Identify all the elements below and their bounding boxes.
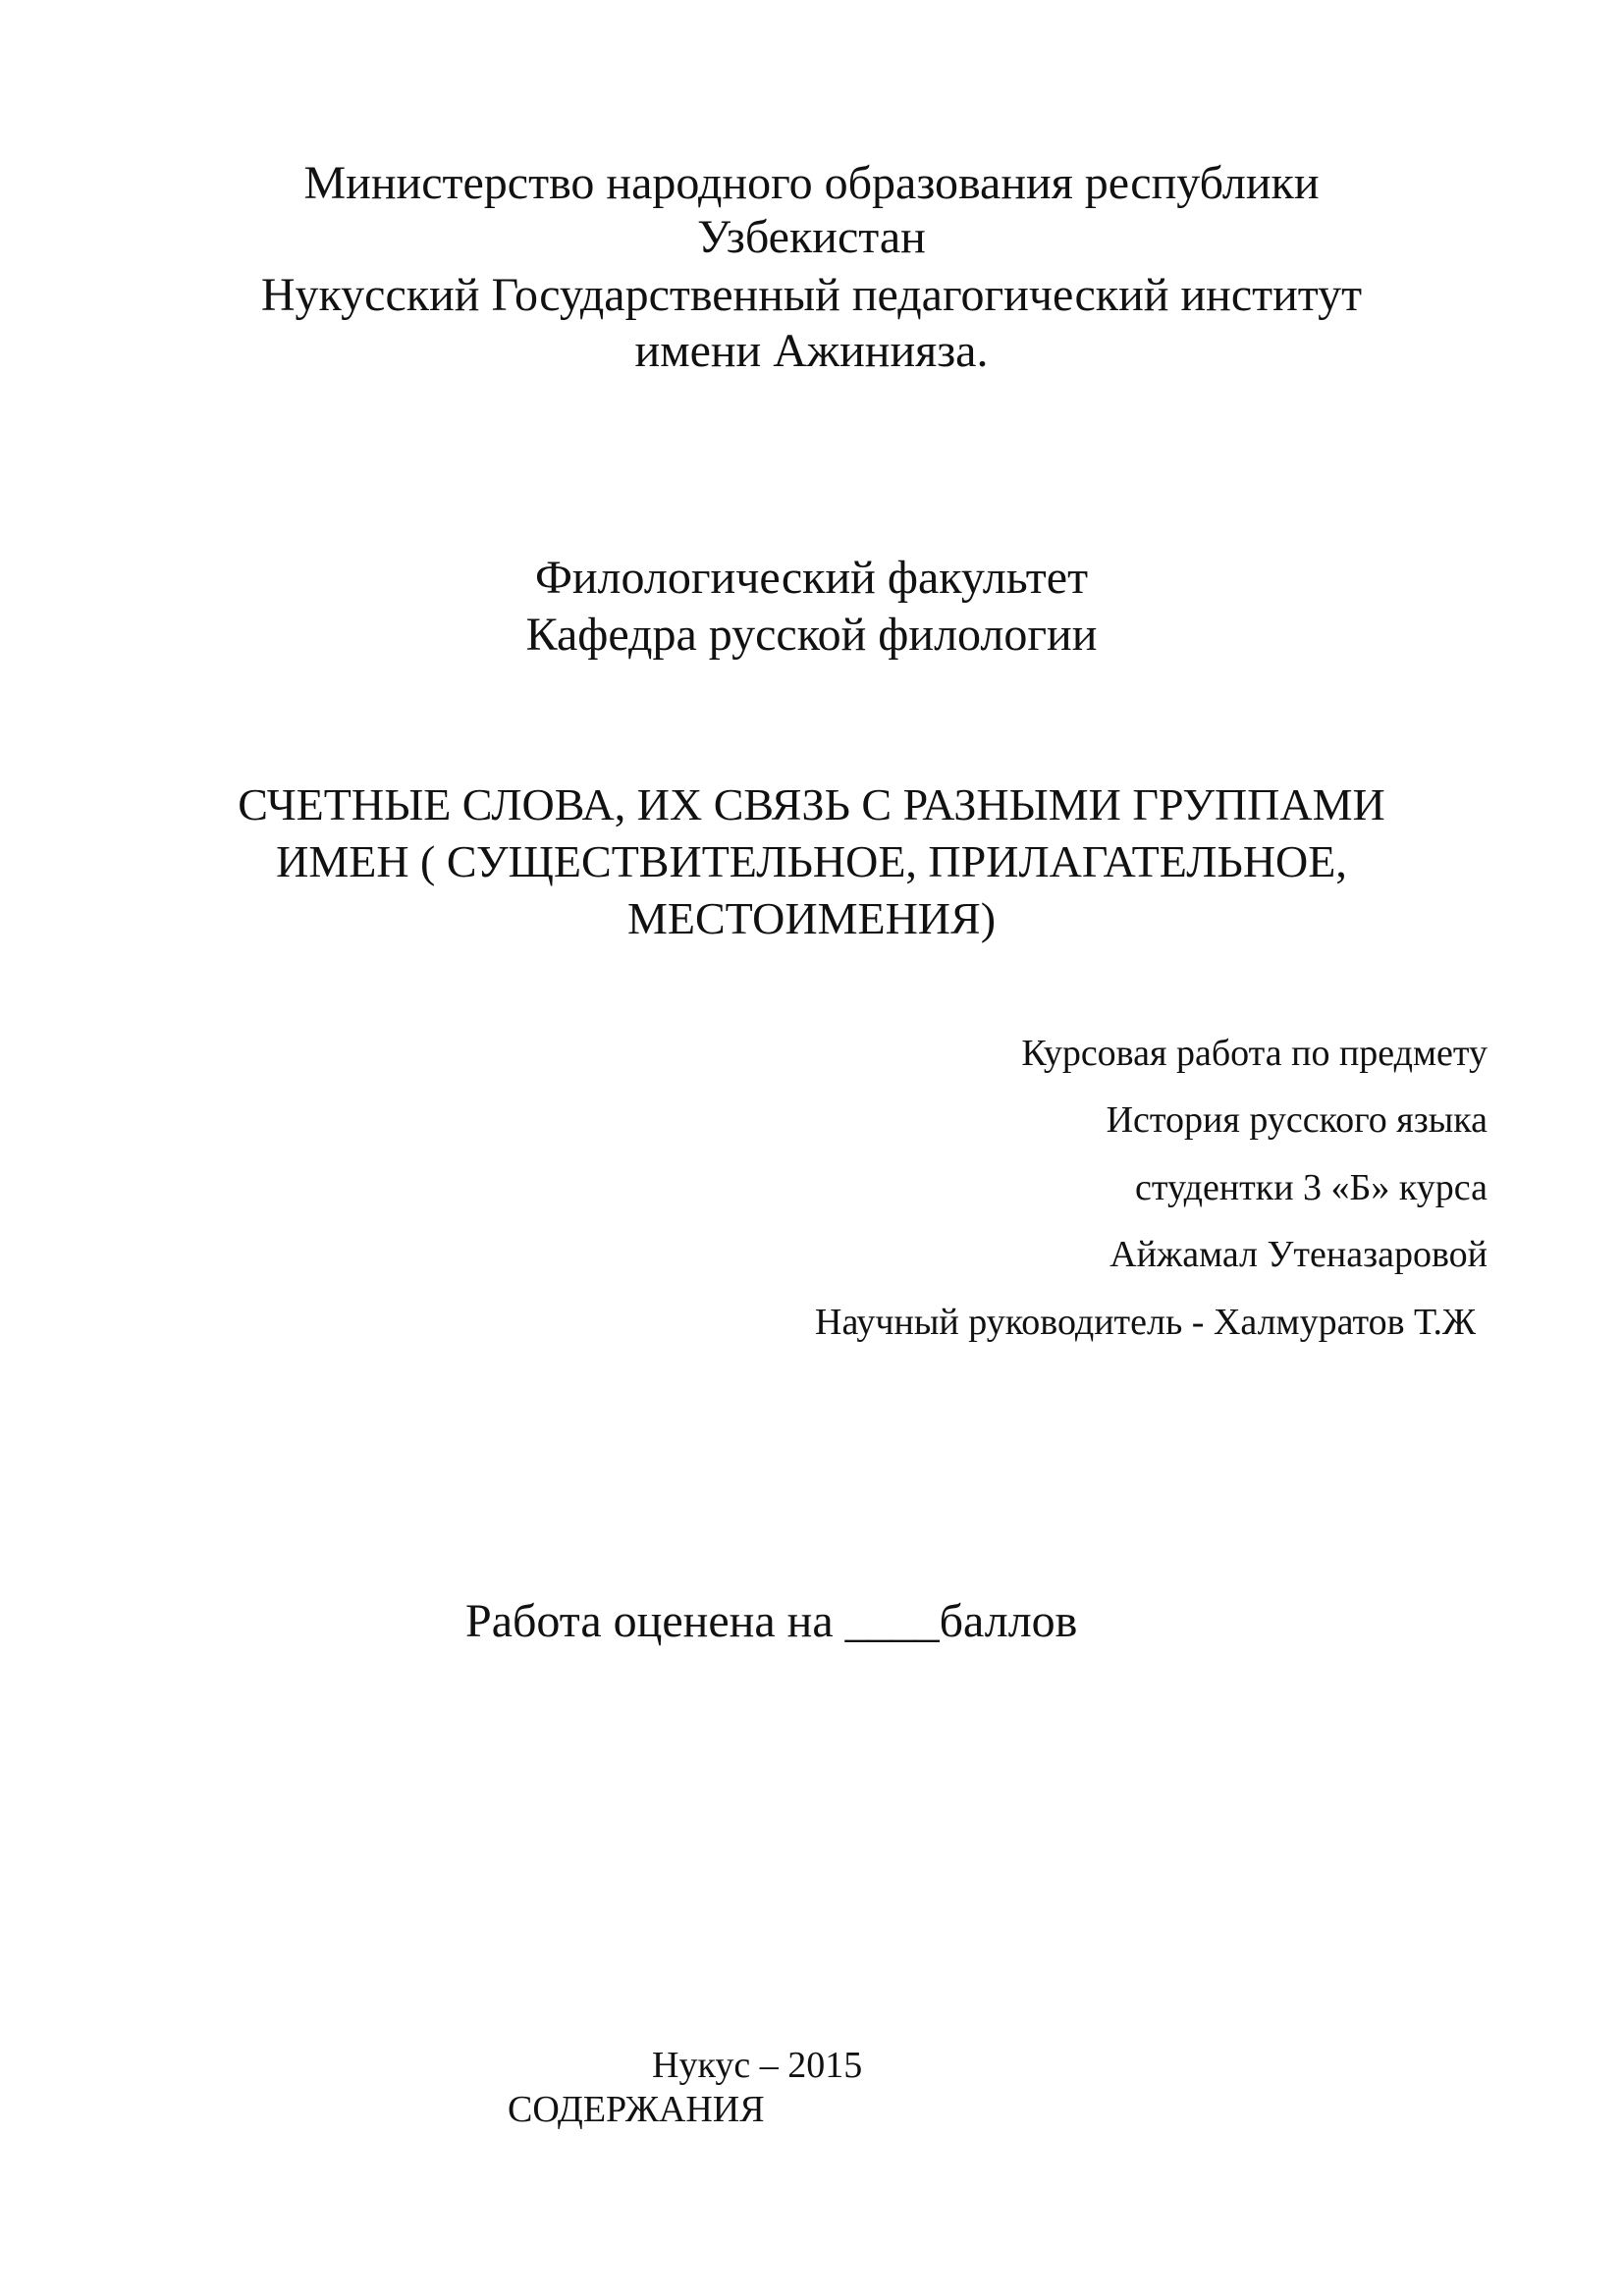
country-line: Узбекистан bbox=[697, 211, 926, 263]
document-title-line-3: МЕСТОИМЕНИЯ) bbox=[626, 893, 997, 943]
document-title-line-1: СЧЕТНЫЕ СЛОВА, ИХ СВЯЗЬ С РАЗНЫМИ ГРУППАМИ bbox=[238, 779, 1385, 829]
institute-name-line: имени Ажинияза. bbox=[634, 325, 989, 377]
subject-name: История русского языка bbox=[1106, 1099, 1488, 1141]
document-title-line-2: ИМЕН ( СУЩЕСТВИТЕЛЬНОЕ, ПРИЛАГАТЕЛЬНОЕ, bbox=[276, 836, 1347, 886]
faculty-name: Филологический факультет bbox=[534, 552, 1089, 604]
city-year: Нукус – 2015 bbox=[652, 2045, 863, 2086]
student-name: Айжамал Утеназаровой bbox=[1109, 1234, 1488, 1275]
student-course: студентки 3 «Б» курса bbox=[1135, 1167, 1488, 1208]
institute-line: Нукусский Государственный педагогический институт bbox=[260, 269, 1363, 321]
ministry-line: Министерство народного образования республики bbox=[303, 157, 1320, 209]
grade-line: Работа оценена на ____баллов bbox=[465, 1595, 1078, 1647]
supervisor: Научный руководитель - Халмуратов Т.Ж bbox=[815, 1302, 1476, 1343]
department-name: Кафедра русской филологии bbox=[525, 609, 1098, 661]
work-type: Курсовая работа по предмету bbox=[1021, 1033, 1488, 1074]
contents-heading: СОДЕРЖАНИЯ bbox=[508, 2089, 765, 2130]
